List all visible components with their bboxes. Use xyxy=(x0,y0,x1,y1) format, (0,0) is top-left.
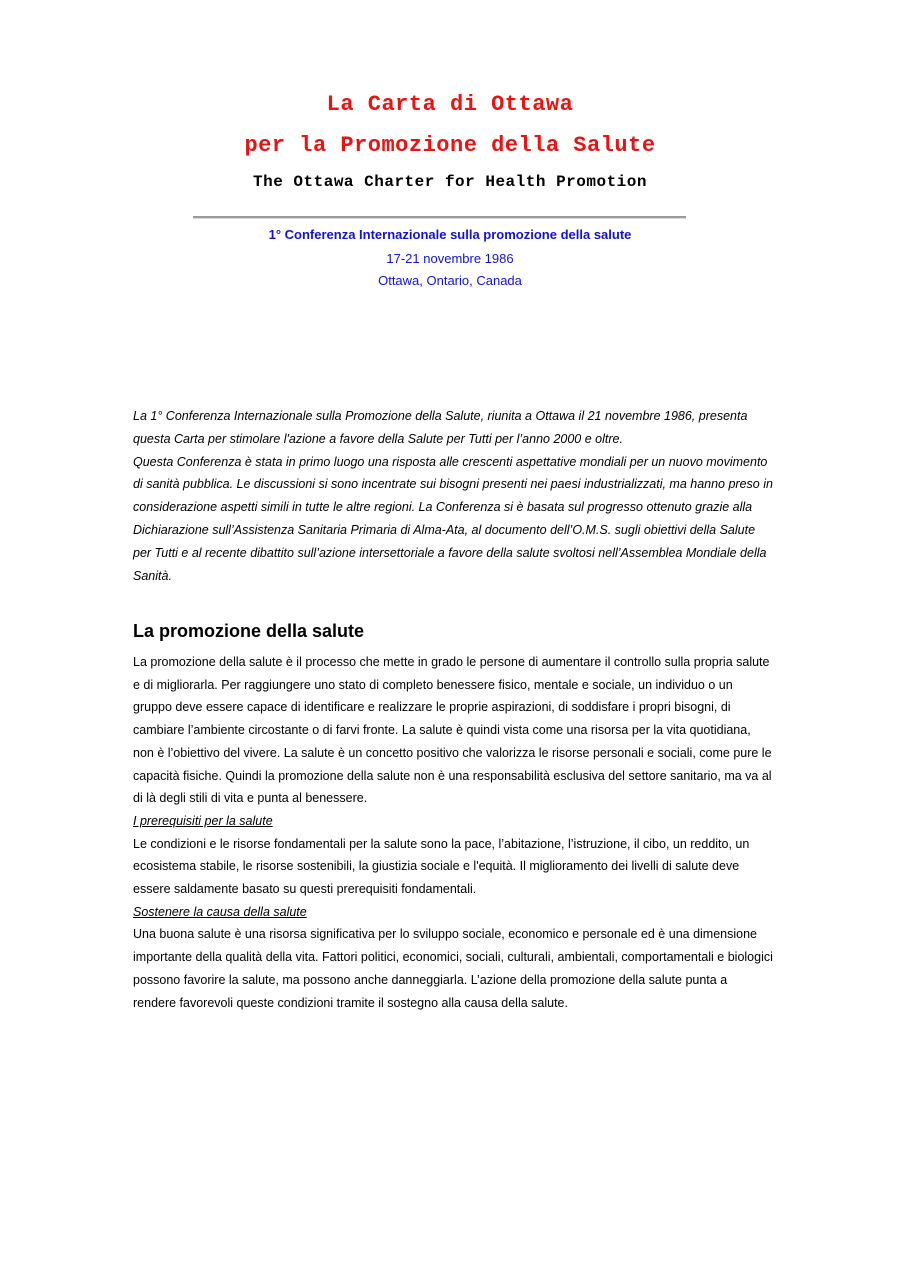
conference-name: 1° Conferenza Internazionale sulla promozione della salute xyxy=(268,227,632,242)
subheading-advocacy: Sostenere la causa della salute xyxy=(133,904,307,919)
subheading-prerequisites: I prerequisiti per la salute xyxy=(133,813,273,828)
section-body xyxy=(133,651,773,1014)
document-title-line2: per la Promozione della Salute xyxy=(244,133,656,158)
conference-dates: 17-21 novembre 1986 xyxy=(386,251,514,266)
english-subtitle: The Ottawa Charter for Health Promotion xyxy=(253,173,647,191)
section-heading: La promozione della salute xyxy=(133,621,365,641)
body-paragraph: La promozione della salute è il processo che mette in grado le persone di aumentare il controllo sulla propria salute e di migliorarla. Per raggiungere uno stato di completo benessere fisico, mentale e sociale, un individuo o un gruppo deve essere capace di identificare e realizzare le proprie aspirazioni, di soddisfare i propri bisogni, di cambiare l’ambiente circostante o di farvi fronte. La salute è quindi vista come una risorsa per la vita quotidiana, non è l’obiettivo del vivere. La salute è un concetto positivo che valorizza le risorse personali e sociali, come pure le capacità fisiche. Quindi la promozione della salute non è una responsabilità esclusiva del settore sanitario, ma va al di là degli stili di vita e punta al benessere. xyxy=(133,655,772,806)
body-paragraph: Le condizioni e le risorse fondamentali per la salute sono la pace, l’abitazione, l’istruzione, il cibo, un reddito, un ecosistema stabile, le risorse sostenibili, la giustizia sociale e l'equità. Il miglioramento dei livelli di salute deve essere saldamente basato su questi prerequisiti fondamentali. xyxy=(133,836,750,897)
document-title: La Carta di Ottawa xyxy=(326,92,574,117)
intro-paragraph: La 1° Conferenza Internazionale sulla Promozione della Salute, riunita a Ottawa il 21 novembre 1986, presenta questa Carta per stimolare l'azione a favore della Salute per Tutti per l’anno 2000 e oltre. xyxy=(133,409,748,446)
conference-place: Ottawa, Ontario, Canada xyxy=(378,273,522,288)
horizontal-divider xyxy=(193,216,686,219)
intro-block xyxy=(133,405,773,587)
body-paragraph: Una buona salute è una risorsa significativa per lo sviluppo sociale, economico e personale ed è una dimensione importante della qualità della vita. Fattori politici, economici, sociali, culturali, ambientali, comportamentali e biologici possono favorire la salute, ma possono anche danneggiarla. L’azione della promozione della salute punta a rendere favorevoli queste condizioni tramite il sostegno alla causa della salute. xyxy=(133,927,773,1010)
intro-paragraph: Questa Conferenza è stata in primo luogo una risposta alle crescenti aspettative mondiali per un nuovo movimento di sanità pubblica. Le discussioni si sono incentrate sui bisogni presenti nei paesi industrializzati, ma hanno preso in considerazione aspetti simili in tutte le altre regioni. La Conferenza si è basata sul progresso ottenuto grazie alla Dichiarazione sull’Assistenza Sanitaria Primaria di Alma-Ata, al documento dell’O.M.S. sugli obiettivi della Salute per Tutti e al recente dibattito sull’azione intersettoriale a favore della salute svoltosi nell’Assemblea Mondiale della Sanità. xyxy=(133,454,773,583)
